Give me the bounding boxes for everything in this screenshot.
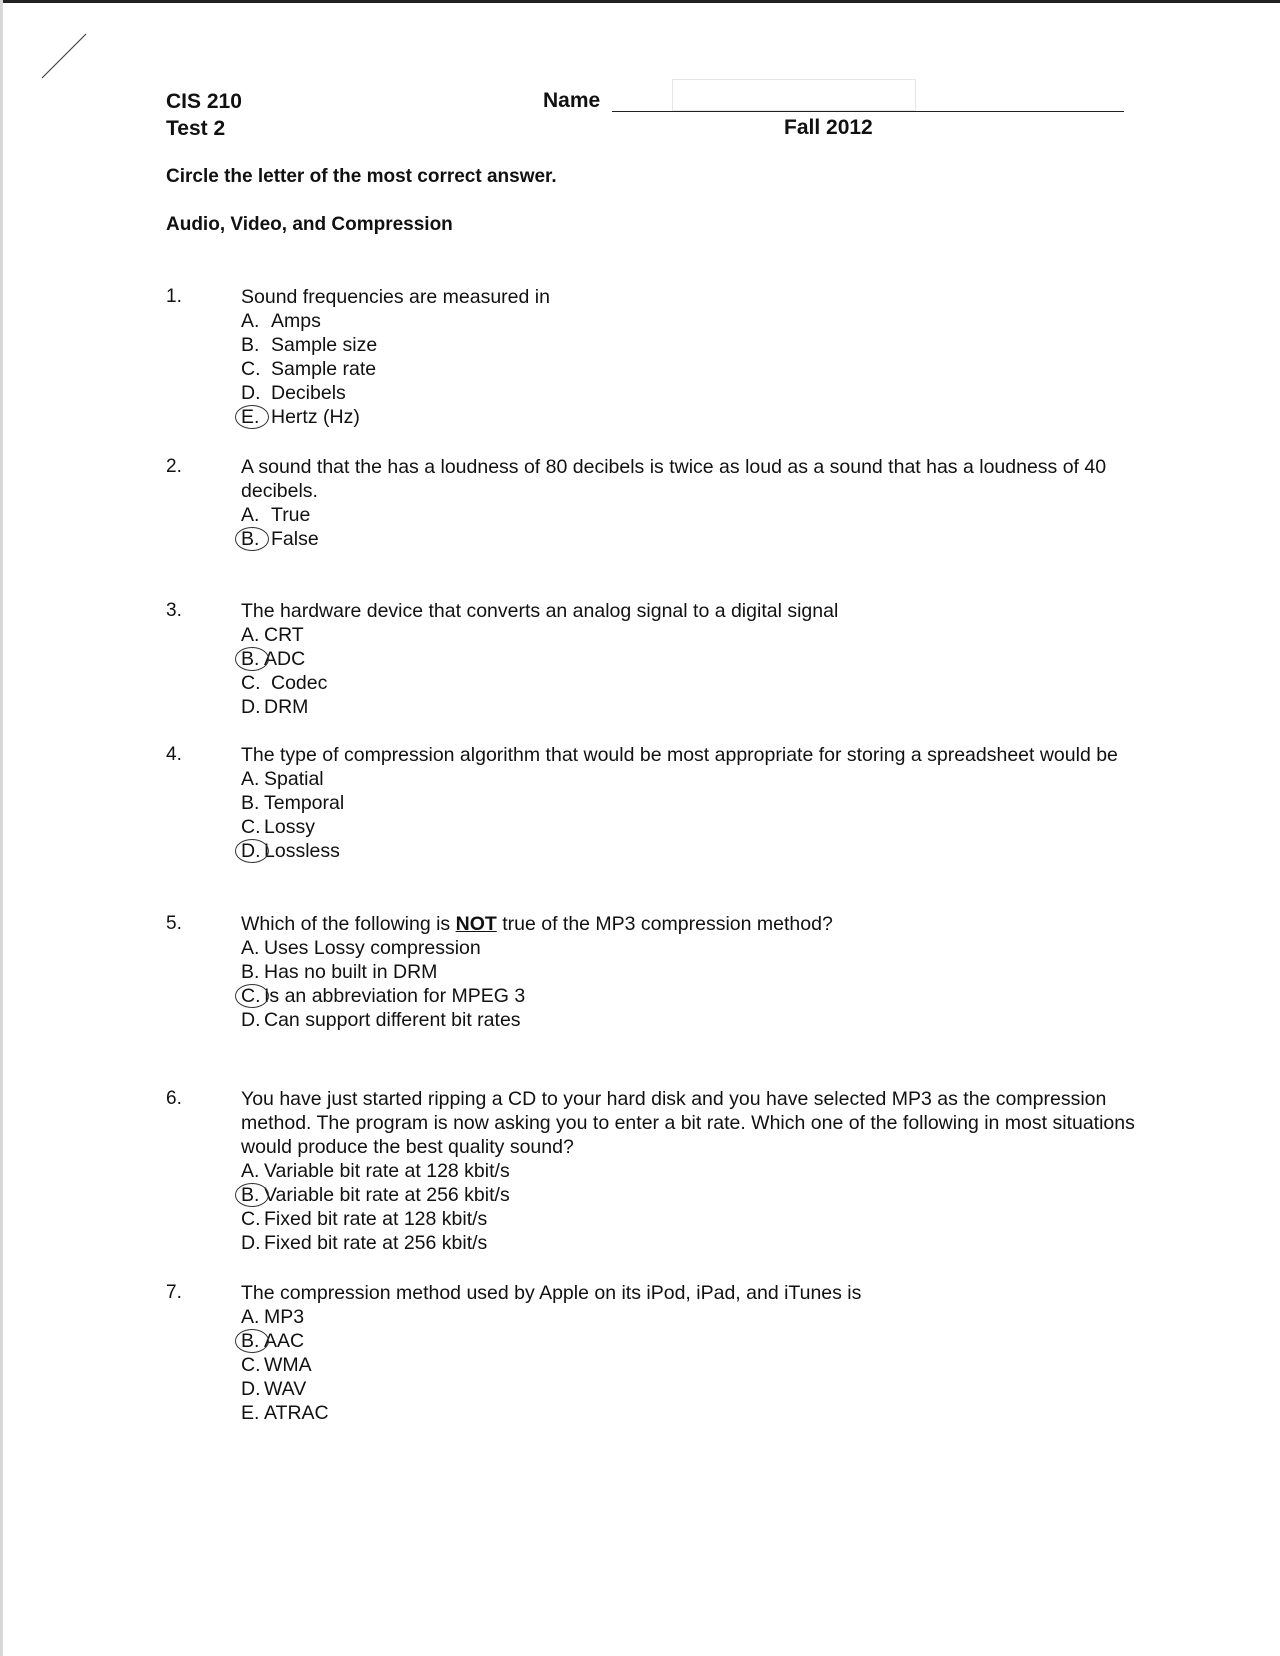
question-text: The compression method used by Apple on its iPod, iPad, and iTunes is [241, 1282, 862, 1304]
question-text: A sound that the has a loudness of 80 decibels is twice as loud as a sound that has a loudness of 40 decibels. [241, 456, 1107, 502]
answer-circle-mark [235, 527, 269, 551]
question-body [241, 912, 1151, 1032]
option-letter-text: B. [241, 648, 260, 670]
option-letter: D. [241, 1009, 261, 1031]
answer-circle-mark [235, 647, 269, 671]
scan-edge-top [0, 0, 1280, 3]
option-b-circled[interactable] [241, 1183, 1151, 1207]
question-body [241, 599, 1151, 719]
section-title: Audio, Video, and Compression [166, 214, 453, 235]
question-text-after: true of the MP3 compression method? [496, 913, 833, 935]
option-letter [241, 839, 264, 863]
option-text: Sample size [271, 334, 378, 356]
option-text: Fixed bit rate at 256 kbit/s [264, 1232, 488, 1254]
question-body [241, 285, 1151, 429]
option-letter [241, 405, 271, 429]
option-letter [241, 1183, 264, 1207]
option-a[interactable] [241, 309, 1151, 333]
question-text [241, 912, 1151, 936]
answer-circle-mark [235, 405, 269, 429]
option-letter-text: C. [241, 985, 261, 1007]
option-text: CRT [264, 624, 304, 646]
option-text: ADC [264, 648, 306, 670]
option-text: Uses Lossy compression [264, 937, 481, 959]
answer-circle-mark [235, 1329, 269, 1353]
option-c[interactable] [241, 357, 1151, 381]
option-a[interactable] [241, 1305, 1151, 1329]
pen-stroke-mark [40, 32, 90, 82]
option-c[interactable] [241, 1353, 1151, 1377]
option-b-circled[interactable] [241, 527, 1151, 551]
test-number: Test 2 [166, 117, 226, 140]
scan-edge-left [0, 0, 3, 1656]
option-letter-text: B. [241, 1330, 260, 1352]
option-letter: A. [241, 1306, 260, 1328]
answer-circle-mark [235, 984, 269, 1008]
option-text: Variable bit rate at 256 kbit/s [264, 1184, 510, 1206]
question-number: 3. [166, 600, 182, 621]
option-letter: A. [241, 310, 260, 332]
option-b[interactable] [241, 333, 1151, 357]
course-code: CIS 210 [166, 90, 242, 113]
option-letter: E. [241, 1402, 260, 1424]
question-body [241, 1087, 1151, 1255]
option-d[interactable] [241, 695, 1151, 719]
question-number: 4. [166, 744, 182, 765]
option-letter: C. [241, 816, 261, 838]
option-text: Lossy [264, 816, 315, 838]
option-letter: A. [241, 504, 260, 526]
question-number: 2. [166, 456, 182, 477]
question-text: The type of compression algorithm that would be most appropriate for storing a spreadsheet would be [241, 744, 1118, 766]
option-letter [241, 1329, 264, 1353]
name-box-faint [672, 79, 916, 111]
option-text: Has no built in DRM [264, 961, 438, 983]
question-body [241, 1281, 1151, 1425]
option-letter: A. [241, 937, 260, 959]
option-e-circled[interactable] [241, 405, 1151, 429]
option-a[interactable] [241, 767, 1151, 791]
option-d[interactable] [241, 1231, 1151, 1255]
option-b-circled[interactable] [241, 647, 1151, 671]
option-c-circled[interactable] [241, 984, 1151, 1008]
question-body [241, 455, 1151, 551]
option-letter-text: B. [241, 1184, 260, 1206]
option-text: MP3 [264, 1306, 305, 1328]
option-text: Spatial [264, 768, 324, 790]
option-letter: D. [241, 696, 261, 718]
option-text: Lossless [264, 840, 340, 862]
option-text: Codec [271, 672, 328, 694]
answer-circle-mark [235, 1183, 269, 1207]
option-text: True [271, 504, 311, 526]
option-text: Sample rate [271, 358, 377, 380]
question-text: You have just started ripping a CD to your hard disk and you have selected MP3 as the compression method. The program is now asking you to enter a bit rate. Which one of the following in most situations would produce the best quality sound? [241, 1088, 1135, 1158]
option-a[interactable] [241, 936, 1151, 960]
option-letter: B. [241, 792, 260, 814]
option-d[interactable] [241, 1008, 1151, 1032]
option-text: Decibels [271, 382, 346, 404]
question-number: 7. [166, 1282, 182, 1303]
option-letter: D. [241, 1232, 261, 1254]
option-letter: C. [241, 672, 261, 694]
question-body [241, 743, 1151, 863]
option-text: Amps [271, 310, 321, 332]
option-letter: A. [241, 768, 260, 790]
option-text: AAC [264, 1330, 305, 1352]
option-text: DRM [264, 696, 309, 718]
option-letter: A. [241, 1160, 260, 1182]
option-b[interactable] [241, 960, 1151, 984]
option-text: False [271, 528, 319, 550]
question-number: 5. [166, 913, 182, 934]
option-text: Variable bit rate at 128 kbit/s [264, 1160, 510, 1182]
option-letter-text: E. [241, 406, 260, 428]
question-text: Sound frequencies are measured in [241, 286, 550, 308]
option-a[interactable] [241, 503, 1151, 527]
option-letter [241, 647, 264, 671]
option-e[interactable] [241, 1401, 1151, 1425]
option-text: ATRAC [264, 1402, 329, 1424]
option-letter [241, 527, 271, 551]
option-letter: A. [241, 624, 260, 646]
question-number: 1. [166, 286, 182, 307]
option-d[interactable] [241, 1377, 1151, 1401]
answer-circle-mark [235, 839, 269, 863]
option-text: WAV [264, 1378, 307, 1400]
name-field-line[interactable] [612, 111, 1124, 112]
header-course-block [166, 88, 242, 142]
option-a[interactable] [241, 1159, 1151, 1183]
option-letter-text: B. [241, 528, 260, 550]
option-a[interactable] [241, 623, 1151, 647]
option-c[interactable] [241, 671, 1151, 695]
question-number: 6. [166, 1088, 182, 1109]
option-letter-text: D. [241, 840, 261, 862]
option-text: WMA [264, 1354, 312, 1376]
option-text: Hertz (Hz) [271, 406, 360, 428]
option-b[interactable] [241, 791, 1151, 815]
option-d-circled[interactable] [241, 839, 1151, 863]
option-text: Fixed bit rate at 128 kbit/s [264, 1208, 488, 1230]
question-text: The hardware device that converts an analog signal to a digital signal [241, 600, 839, 622]
option-letter [241, 984, 264, 1008]
option-letter: B. [241, 334, 260, 356]
option-d[interactable] [241, 381, 1151, 405]
term-label: Fall 2012 [784, 116, 873, 139]
option-letter: B. [241, 961, 260, 983]
option-c[interactable] [241, 1207, 1151, 1231]
option-text: Is an abbreviation for MPEG 3 [264, 985, 526, 1007]
name-label: Name [543, 89, 601, 112]
option-b-circled[interactable] [241, 1329, 1151, 1353]
option-letter: D. [241, 382, 261, 404]
option-letter: C. [241, 358, 261, 380]
question-text-before: Which of the following is [241, 913, 456, 935]
option-c[interactable] [241, 815, 1151, 839]
option-letter: C. [241, 1354, 261, 1376]
option-text: Can support different bit rates [264, 1009, 521, 1031]
option-letter: C. [241, 1208, 261, 1230]
question-text-emphasis: NOT [455, 913, 497, 935]
option-letter: D. [241, 1378, 261, 1400]
instruction-text: Circle the letter of the most correct answer. [166, 166, 557, 187]
option-text: Temporal [264, 792, 345, 814]
